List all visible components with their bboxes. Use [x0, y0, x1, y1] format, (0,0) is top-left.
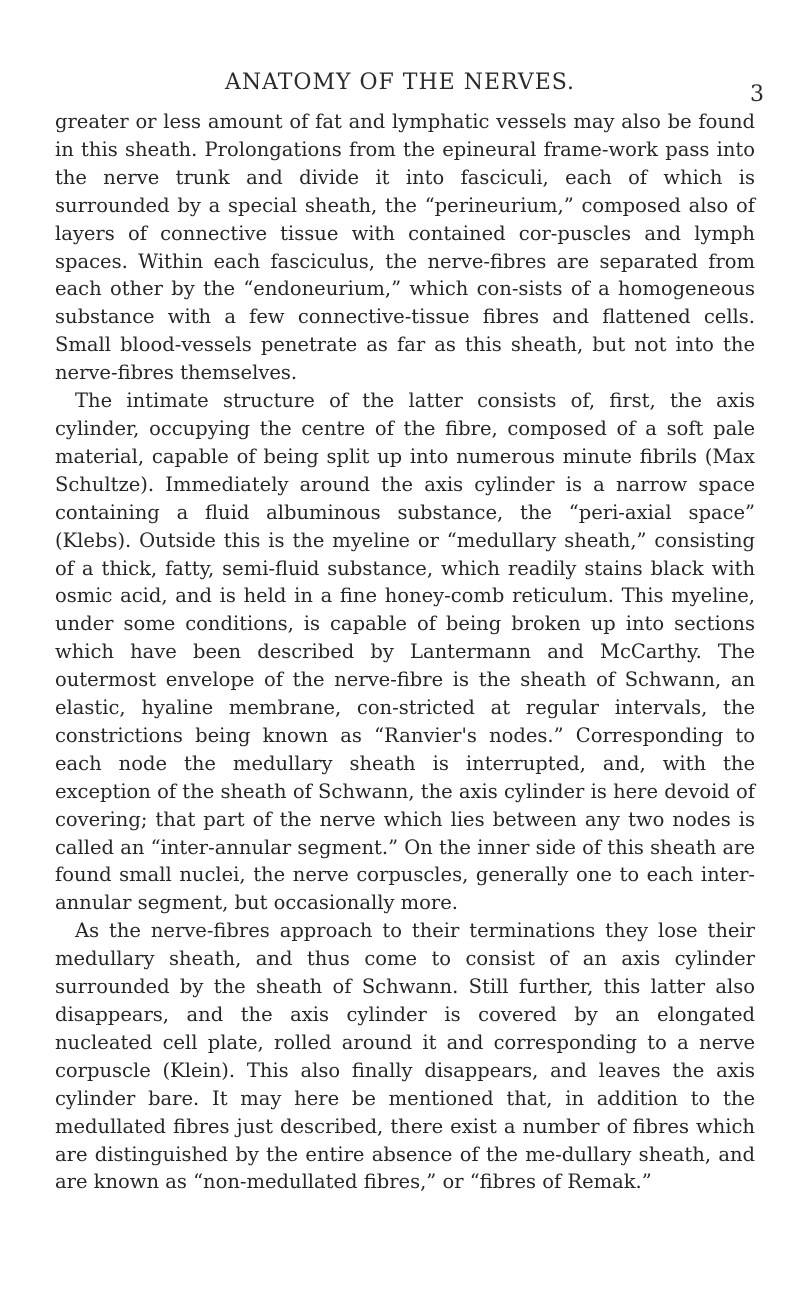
page-number: 3	[750, 82, 764, 107]
body-text	[55, 108, 755, 1196]
paragraph-1: greater or less amount of fat and lymphatic vessels may also be found in this sheath. Prolongations from the epineural frame-work pass into the nerve trunk and divide it into fasciculi, each of which is surrounded by a special sheath, the “perineurium,” composed also of layers of connective tissue with contained cor-puscles and lymph spaces. Within each fasciculus, the nerve-fibres are separated from each other by the “endoneurium,” which con-sists of a homogeneous substance with a few connective-tissue fibres and flattened cells. Small blood-vessels penetrate as far as this sheath, but not into the nerve-fibres themselves.	[55, 110, 755, 385]
paragraph-3: As the nerve-fibres approach to their terminations they lose their medullary sheath, and thus come to consist of an axis cylinder surrounded by the sheath of Schwann. Still further, this latter also disappears, and the axis cylinder is covered by an elongated nucleated cell plate, rolled around it and corresponding to a nerve corpuscle (Klein). This also finally disappears, and leaves the axis cylinder bare. It may here be mentioned that, in addition to the medullated fibres just described, there exist a number of fibres which are distinguished by the entire absence of the me-dullary sheath, and are known as “non-medullated fibres,” or “fibres of Remak.”	[55, 919, 755, 1194]
running-head: ANATOMY OF THE NERVES.	[224, 70, 576, 95]
paragraph-2: The intimate structure of the latter consists of, first, the axis cylinder, occupying the centre of the fibre, composed of a soft pale material, capable of being split up into numerous minute fibrils (Max Schultze). Immediately around the axis cylinder is a narrow space containing a fluid albuminous substance, the “peri-axial space” (Klebs). Outside this is the myeline or “medullary sheath,” consisting of a thick, fatty, semi-fluid substance, which readily stains black with osmic acid, and is held in a fine honey-comb reticulum. This myeline, under some conditions, is capable of being broken up into sections which have been described by Lantermann and McCarthy. The outermost envelope of the nerve-fibre is the sheath of Schwann, an elastic, hyaline membrane, con-stricted at regular intervals, the constrictions being known as “Ranvier's nodes.” Corresponding to each node the medullary sheath is interrupted, and, with the exception of the sheath of Schwann, the axis cylinder is here devoid of covering; that part of the nerve which lies between any two nodes is called an “inter-annular segment.” On the inner side of this sheath are found small nuclei, the nerve corpuscles, generally one to each inter-annular segment, but occasionally more.	[55, 389, 755, 915]
